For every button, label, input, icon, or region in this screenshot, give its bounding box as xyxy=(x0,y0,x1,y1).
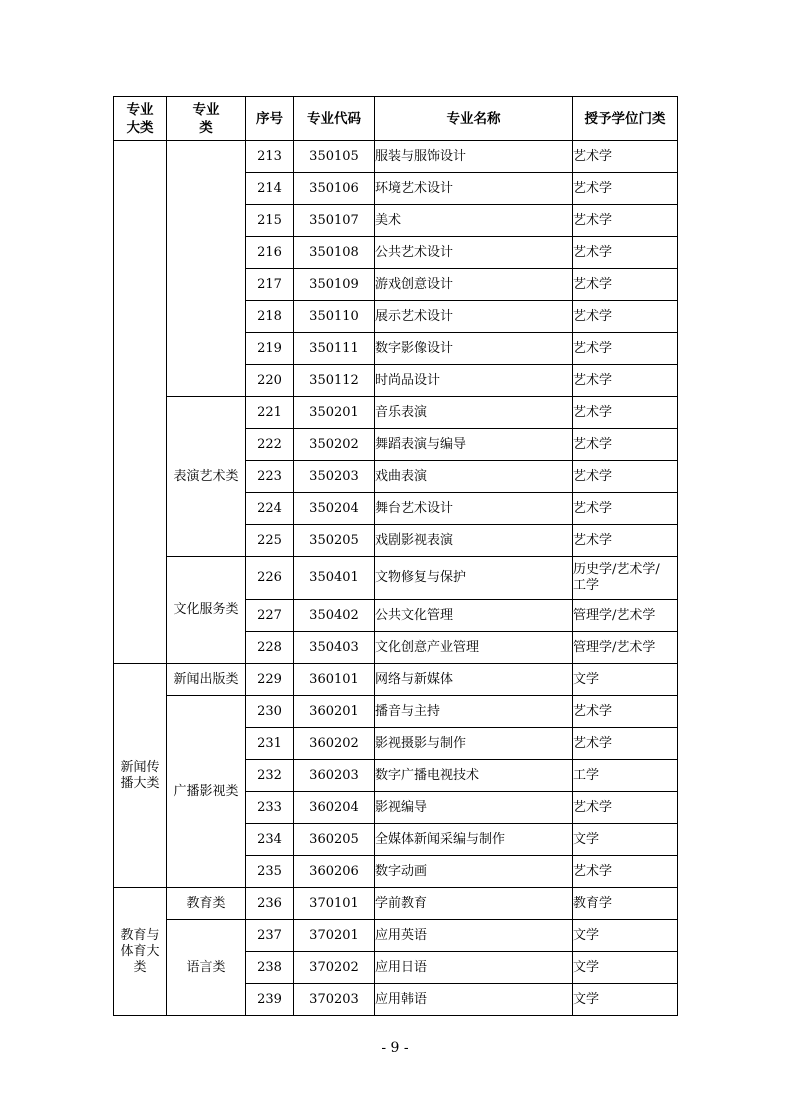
major-name-cell: 影视编导 xyxy=(375,792,573,824)
degree-cell: 艺术学 xyxy=(573,493,678,525)
code-cell: 360202 xyxy=(294,728,375,760)
code-cell: 350112 xyxy=(294,365,375,397)
degree-cell: 教育学 xyxy=(573,888,678,920)
serial-cell: 231 xyxy=(246,728,294,760)
degree-cell: 艺术学 xyxy=(573,429,678,461)
major-category-cell: 教育与 体育大 类 xyxy=(114,888,167,1016)
major-name-cell: 应用英语 xyxy=(375,920,573,952)
code-cell: 360203 xyxy=(294,760,375,792)
serial-cell: 236 xyxy=(246,888,294,920)
major-name-cell: 公共艺术设计 xyxy=(375,237,573,269)
serial-cell: 232 xyxy=(246,760,294,792)
serial-cell: 237 xyxy=(246,920,294,952)
code-cell: 370202 xyxy=(294,952,375,984)
code-cell: 370101 xyxy=(294,888,375,920)
degree-cell: 艺术学 xyxy=(573,365,678,397)
serial-cell: 235 xyxy=(246,856,294,888)
major-name-cell: 戏剧影视表演 xyxy=(375,525,573,557)
major-category-cell xyxy=(114,141,167,664)
serial-cell: 227 xyxy=(246,600,294,632)
table-row xyxy=(114,557,678,600)
code-cell: 350204 xyxy=(294,493,375,525)
major-name-cell: 文化创意产业管理 xyxy=(375,632,573,664)
major-name-cell: 时尚品设计 xyxy=(375,365,573,397)
degree-cell: 艺术学 xyxy=(573,856,678,888)
major-name-cell: 戏曲表演 xyxy=(375,461,573,493)
serial-cell: 238 xyxy=(246,952,294,984)
serial-cell: 220 xyxy=(246,365,294,397)
serial-cell: 218 xyxy=(246,301,294,333)
major-name-cell: 服装与服饰设计 xyxy=(375,141,573,173)
serial-cell: 239 xyxy=(246,984,294,1016)
degree-cell: 艺术学 xyxy=(573,237,678,269)
table-row xyxy=(114,696,678,728)
header-code: 专业代码 xyxy=(294,97,375,141)
serial-cell: 229 xyxy=(246,664,294,696)
code-cell: 350403 xyxy=(294,632,375,664)
degree-cell: 艺术学 xyxy=(573,461,678,493)
header-row xyxy=(114,97,678,141)
table-row xyxy=(114,141,678,173)
major-name-cell: 应用韩语 xyxy=(375,984,573,1016)
code-cell: 370203 xyxy=(294,984,375,1016)
serial-cell: 219 xyxy=(246,333,294,365)
category-cell: 新闻出版类 xyxy=(167,664,246,696)
major-name-cell: 学前教育 xyxy=(375,888,573,920)
code-cell: 350205 xyxy=(294,525,375,557)
code-cell: 350110 xyxy=(294,301,375,333)
degree-cell: 艺术学 xyxy=(573,696,678,728)
major-name-cell: 展示艺术设计 xyxy=(375,301,573,333)
serial-cell: 230 xyxy=(246,696,294,728)
code-cell: 350111 xyxy=(294,333,375,365)
code-cell: 350202 xyxy=(294,429,375,461)
serial-cell: 224 xyxy=(246,493,294,525)
header-degree: 授予学位门类 xyxy=(573,97,678,141)
category-cell: 教育类 xyxy=(167,888,246,920)
degree-cell: 艺术学 xyxy=(573,333,678,365)
degree-cell: 历史学/艺术学/ 工学 xyxy=(573,557,678,600)
major-name-cell: 游戏创意设计 xyxy=(375,269,573,301)
table-row xyxy=(114,397,678,429)
degree-cell: 工学 xyxy=(573,760,678,792)
major-name-cell: 环境艺术设计 xyxy=(375,173,573,205)
category-cell: 文化服务类 xyxy=(167,557,246,664)
code-cell: 370201 xyxy=(294,920,375,952)
degree-cell: 艺术学 xyxy=(573,525,678,557)
code-cell: 350201 xyxy=(294,397,375,429)
code-cell: 350402 xyxy=(294,600,375,632)
code-cell: 350401 xyxy=(294,557,375,600)
code-cell: 350105 xyxy=(294,141,375,173)
page-number: - 9 - xyxy=(381,1040,409,1056)
table-row xyxy=(114,664,678,696)
degree-cell: 文学 xyxy=(573,824,678,856)
degree-cell: 艺术学 xyxy=(573,728,678,760)
major-name-cell: 播音与主持 xyxy=(375,696,573,728)
code-cell: 350108 xyxy=(294,237,375,269)
serial-cell: 233 xyxy=(246,792,294,824)
code-cell: 350107 xyxy=(294,205,375,237)
degree-cell: 文学 xyxy=(573,984,678,1016)
major-name-cell: 数字广播电视技术 xyxy=(375,760,573,792)
degree-cell: 文学 xyxy=(573,952,678,984)
serial-cell: 226 xyxy=(246,557,294,600)
majors-table xyxy=(113,96,678,1016)
major-name-cell: 舞台艺术设计 xyxy=(375,493,573,525)
header-major-category: 专业 大类 xyxy=(114,97,167,141)
major-name-cell: 影视摄影与制作 xyxy=(375,728,573,760)
serial-cell: 214 xyxy=(246,173,294,205)
major-name-cell: 美术 xyxy=(375,205,573,237)
degree-cell: 管理学/艺术学 xyxy=(573,632,678,664)
degree-cell: 艺术学 xyxy=(573,141,678,173)
serial-cell: 234 xyxy=(246,824,294,856)
degree-cell: 艺术学 xyxy=(573,173,678,205)
category-cell: 广播影视类 xyxy=(167,696,246,888)
serial-cell: 215 xyxy=(246,205,294,237)
category-cell: 表演艺术类 xyxy=(167,397,246,557)
serial-cell: 216 xyxy=(246,237,294,269)
category-cell xyxy=(167,141,246,397)
degree-cell: 艺术学 xyxy=(573,792,678,824)
major-name-cell: 公共文化管理 xyxy=(375,600,573,632)
table-row xyxy=(114,888,678,920)
code-cell: 350109 xyxy=(294,269,375,301)
major-name-cell: 应用日语 xyxy=(375,952,573,984)
major-name-cell: 数字动画 xyxy=(375,856,573,888)
degree-cell: 文学 xyxy=(573,920,678,952)
degree-cell: 文学 xyxy=(573,664,678,696)
serial-cell: 225 xyxy=(246,525,294,557)
degree-cell: 艺术学 xyxy=(573,269,678,301)
header-category: 专业 类 xyxy=(167,97,246,141)
header-name: 专业名称 xyxy=(375,97,573,141)
serial-cell: 217 xyxy=(246,269,294,301)
code-cell: 360204 xyxy=(294,792,375,824)
serial-cell: 213 xyxy=(246,141,294,173)
serial-cell: 223 xyxy=(246,461,294,493)
major-name-cell: 网络与新媒体 xyxy=(375,664,573,696)
code-cell: 350106 xyxy=(294,173,375,205)
serial-cell: 221 xyxy=(246,397,294,429)
major-name-cell: 文物修复与保护 xyxy=(375,557,573,600)
degree-cell: 艺术学 xyxy=(573,205,678,237)
code-cell: 360101 xyxy=(294,664,375,696)
major-name-cell: 全媒体新闻采编与制作 xyxy=(375,824,573,856)
code-cell: 360205 xyxy=(294,824,375,856)
code-cell: 350203 xyxy=(294,461,375,493)
table-row xyxy=(114,920,678,952)
major-category-cell: 新闻传 播大类 xyxy=(114,664,167,888)
header-serial: 序号 xyxy=(246,97,294,141)
major-name-cell: 舞蹈表演与编导 xyxy=(375,429,573,461)
degree-cell: 艺术学 xyxy=(573,397,678,429)
major-name-cell: 音乐表演 xyxy=(375,397,573,429)
degree-cell: 管理学/艺术学 xyxy=(573,600,678,632)
category-cell: 语言类 xyxy=(167,920,246,1016)
code-cell: 360206 xyxy=(294,856,375,888)
major-name-cell: 数字影像设计 xyxy=(375,333,573,365)
code-cell: 360201 xyxy=(294,696,375,728)
serial-cell: 222 xyxy=(246,429,294,461)
degree-cell: 艺术学 xyxy=(573,301,678,333)
serial-cell: 228 xyxy=(246,632,294,664)
